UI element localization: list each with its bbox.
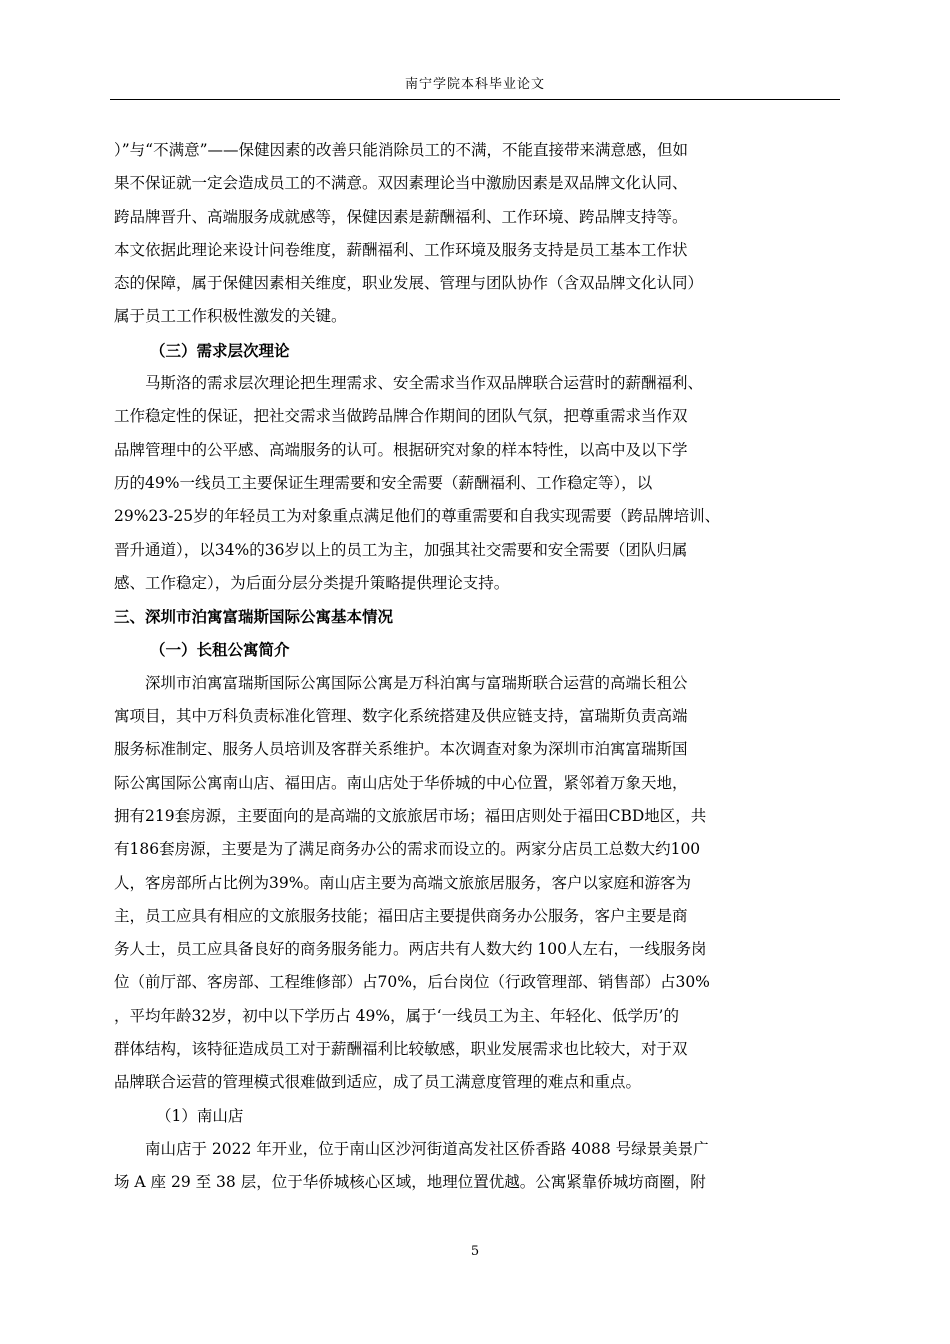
text-line: 态的保障，属于保健因素相关维度，职业发展、管理与团队协作（含双品牌文化认同） bbox=[114, 274, 704, 293]
paragraph-maslow bbox=[114, 367, 841, 600]
text-line: 场 A 座 29 至 38 层，位于华侨城核心区域，地理位置优越。公寓紧靠侨城坊商圈，附 bbox=[114, 1173, 706, 1192]
page-number: 5 bbox=[470, 1244, 480, 1259]
section-heading-apartment-overview: 三、深圳市泊寓富瑞斯国际公寓基本情况 bbox=[114, 607, 394, 627]
page-body bbox=[114, 134, 841, 1200]
list-item-nanshan-store: （1）南山店 bbox=[156, 1106, 244, 1125]
text-line: 属于员工工作积极性激发的关键。 bbox=[114, 307, 347, 326]
text-line: ）”与“不满意”——保健因素的改善只能消除员工的不满，不能直接带来满意感，但如 bbox=[114, 141, 689, 159]
text-line: 人，客房部所占比例为39%。南山店主要为高端文旅旅居服务，客户以家庭和游客为 bbox=[114, 873, 691, 892]
text-line: 品牌管理中的公平感、高端服务的认可。根据研究对象的样本特性，以高中及以下学 bbox=[114, 440, 688, 459]
text-line: 工作稳定性的保证，把社交需求当做跨品牌合作期间的团队气氛，把尊重需求当作双 bbox=[114, 407, 688, 426]
paragraph-two-factor bbox=[114, 134, 841, 334]
paragraph-apartment-intro bbox=[114, 667, 841, 1100]
text-line: 马斯洛的需求层次理论把生理需求、安全需求当作双品牌联合运营时的薪酬福利、 bbox=[145, 374, 704, 393]
text-line: 服务标准制定、服务人员培训及客群关系维护。本次调查对象为深圳市泊寓富瑞斯国 bbox=[114, 740, 688, 759]
text-line: 历的49%一线员工主要保证生理需要和安全需要（薪酬福利、工作稳定等），以 bbox=[114, 473, 653, 492]
text-line: 果不保证就一定会造成员工的不满意。双因素理论当中激励因素是双品牌文化认同、 bbox=[114, 174, 688, 193]
text-line: 本文依据此理论来设计问卷维度，薪酬福利、工作环境及服务支持是员工基本工作状 bbox=[114, 240, 688, 259]
text-line: 务人士，员工应具备良好的商务服务能力。两店共有人数大约 100人左右，一线服务岗 bbox=[114, 940, 707, 959]
text-line: 品牌联合运营的管理模式很难做到适应，成了员工满意度管理的难点和重点。 bbox=[114, 1073, 642, 1092]
text-line: 寓项目，其中万科负责标准化管理、数字化系统搭建及供应链支持，富瑞斯负责高端 bbox=[114, 707, 688, 726]
text-line: 29%23-25岁的年轻员工为对象重点满足他们的尊重需要和自我实现需要（跨品牌培训、 bbox=[114, 507, 721, 526]
text-line: 群体结构，该特征造成员工对于薪酬福利比较敏感，职业发展需求也比较大，对于双 bbox=[114, 1040, 688, 1059]
text-line: 主，员工应具有相应的文旅服务技能；福田店主要提供商务办公服务，客户主要是商 bbox=[114, 906, 688, 925]
text-line: 际公寓国际公寓南山店、福田店。南山店处于华侨城的中心位置，紧邻着万象天地， bbox=[114, 773, 688, 792]
text-line: ，平均年龄32岁，初中以下学历占 49%，属于‘一线员工为主、年轻化、低学历’的 bbox=[114, 1006, 679, 1025]
text-line: 南山店于 2022 年开业，位于南山区沙河街道高发社区侨香路 4088 号绿景美景广 bbox=[145, 1139, 709, 1158]
subsection-heading-hierarchy-of-needs: （三）需求层次理论 bbox=[150, 340, 290, 360]
text-line: 位（前厅部、客房部、工程维修部）占70%，后台岗位（行政管理部、销售部）占30% bbox=[114, 973, 710, 992]
paragraph-nanshan-store bbox=[114, 1133, 841, 1200]
text-line: 有186套房源，主要是为了满足商务办公的需求而设立的。两家分店员工总数大约100 bbox=[114, 840, 701, 859]
text-line: 跨品牌晋升、高端服务成就感等，保健因素是薪酬福利、工作环境、跨品牌支持等。 bbox=[114, 207, 688, 226]
subsection-heading-long-term-rental: （一）长租公寓简介 bbox=[150, 640, 290, 660]
text-line: 感、工作稳定），为后面分层分类提升策略提供理论支持。 bbox=[114, 573, 510, 592]
text-line: 深圳市泊寓富瑞斯国际公寓国际公寓是万科泊寓与富瑞斯联合运营的高端长租公 bbox=[145, 673, 688, 692]
text-line: 拥有219套房源，主要面向的是高端的文旅旅居市场；福田店则处于福田CBD地区，共 bbox=[114, 806, 707, 825]
running-header: 南宁学院本科毕业论文 bbox=[404, 77, 545, 92]
header-divider bbox=[110, 99, 840, 100]
text-line: 晋升通道），以34%的36岁以上的员工为主，加强其社交需要和安全需要（团队归属 bbox=[114, 540, 688, 559]
